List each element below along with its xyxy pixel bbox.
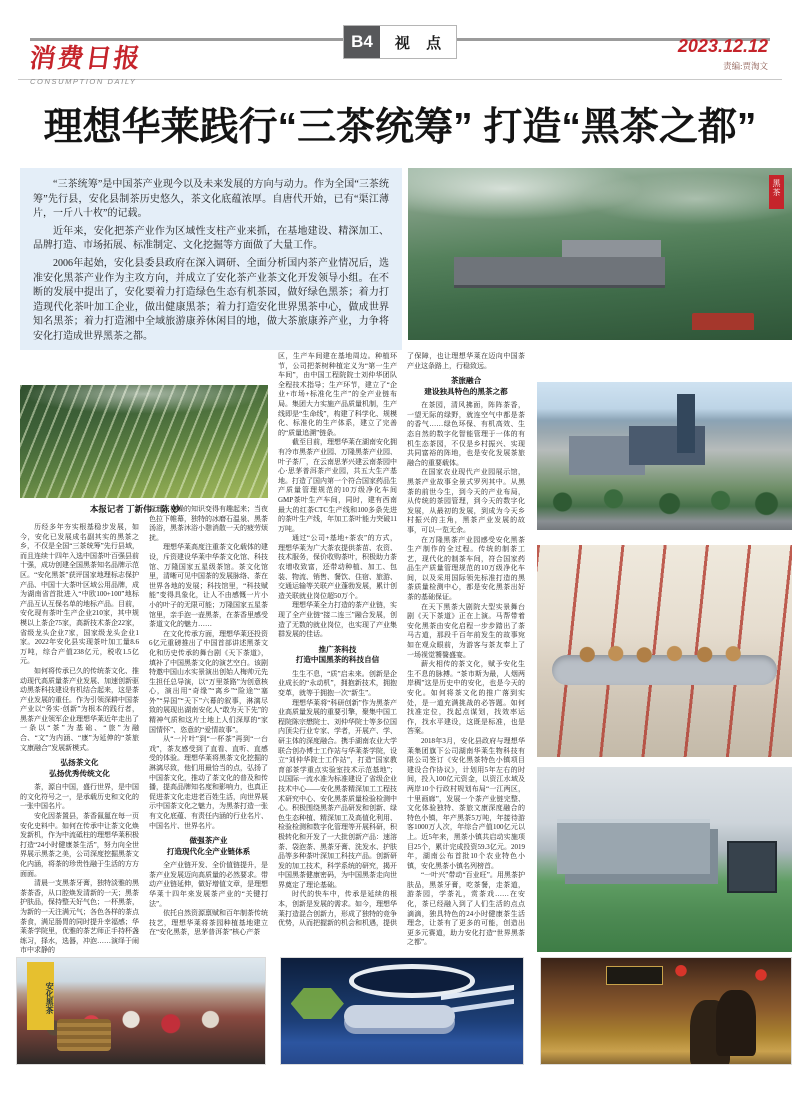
body-paragraph: 从“一片叶”到“一杯茶”再到“一台戏”，茶友感受到了直看、直听、直感受的体验。理想华莱将黑茶文化挖掘的淋漓尽致，他们用最恰当的点，弘扬了中国茶文化，推动了茶文化的普及和传播，提高品牌知名度和影响力，也真正促进茶文化走进老百姓生活，向世界展示中国茶文化之魅力，为黑茶打造一张有文化底蕴、有责任内涵的行业名片、中国名片、世界名片。: [149, 735, 268, 830]
body-paragraph: 原理，枯燥的知识变得有趣起来；当夜色拉下帷幕，独特的冰磨石温泉、黑茶汤浴，黑茶沐浴小憩消散一天的疲劳烦扰。: [149, 505, 268, 542]
photo-aerial-tea-factory: [408, 168, 792, 340]
section-heading-tea-technology: 推广茶科技 打造中国黑茶的科技自信: [295, 644, 380, 665]
tower-building-shape: [677, 394, 695, 453]
body-column-1: [20, 523, 139, 957]
red-roof-pavilion-shape: [692, 313, 753, 330]
page-number: B4: [344, 26, 380, 58]
body-paragraph: 理想华莱全力打造的茶产业链，实现了全产业链“接二连三”融合发展，创造了无数的就业岗位，也实现了产业集群发展的佳话。: [278, 601, 397, 639]
date-block: [678, 36, 768, 72]
body-paragraph: 截至目前，理想华莱在湖南安化拥有冷市黑茶产业园、万隆黑茶产业园、叶子茶厂，在云南思茅兴建云南茶园中心·思茅普洱茶产业园，共五大生产基地。打造了国内第一个符合国家药品生产质量管理规范的10万级净化车间GMP茶叶生产车间，同时，建有西南最大的红茶CTC生产线和100多条先进的茶叶生产线，年加工茶叶能力突破11万吨。: [278, 438, 397, 533]
body-paragraph: 2018年3月，安化县政府与理想华莱集团旗下公司湖南华莱生物科技有限公司签订《安化黑茶特色小镇项目建设合作协议》，计划用5年左右的时间，投入100亿元资金，以资江水域及两岸10个行政村规划布局“一江两区，十里画廊”，发展一个茶产业链完整、文化体验独特、茶旅文康深度融合的特色小镇，年产黑茶5万吨，年接待游客1000万人次，年综合产值100亿元以上。近5年来，黑茶小镇共启动实施项目25个，累计完成投资59.3亿元。2019年，湖南公布首批10个农业特色小镇，安化黑茶小镇名列榜首。: [407, 736, 525, 870]
photo-stage-performance: [16, 957, 266, 1065]
photo-exhibition-hall: [280, 957, 524, 1065]
issue-date: 2023.12.12: [677, 36, 768, 56]
tea-baskets-shape: [57, 1019, 112, 1051]
photo-production-line: [537, 767, 792, 952]
byline: 本报记者 丁新伟 □ 陈 妙: [89, 504, 181, 514]
lead-paragraph: “三茶统筹”是中国茶产业现今以及未来发展的方向与动力。作为全国“三茶统筹”先行县，安化县制茶历史悠久，茶文化底蕴浓厚。自唐代开始，已有“渠江薄片，一斤八十枚”的记载。: [33, 179, 389, 220]
body-paragraph: 生生不息，“质”启未来。创新是企业成长的“永动机”，拥抱新技术，拥抱变革，就等于拥抱一次“新生”。: [278, 669, 397, 697]
body-paragraph: 理想华莱高度注重茶文化载体的建设，斥资建设华莱中华茶文化馆、科技馆、万隆国家五星级茶馆。茶文化馆里，清晰可见中国茶的发展脉络、茶在世界各地的发展；科技馆里，“科技赋能”变得具象化，让人不由感慨一片小小的叶子的无限可能；万隆国家五星茶馆里，亲手泡一壶黑茶，在茶香里感受茶道文化的魅力……: [149, 543, 268, 629]
photo-tea-terraces: [20, 385, 268, 498]
body-paragraph: 了保障，也让理想华莱在迈向中国茶产业这条路上，行稳致远。: [407, 352, 525, 370]
body-paragraph: 历经多年夯实根基稳步发展，如今，安化已发展成名副其实的黑茶之乡，不仅是全国“三茶统筹”先行县域，而且连续十四年入选中国茶叶百强县前十强，成功创建全国黑茶知名品牌示范区。“安化黑茶”获评国家地理标志保护产品、中国十大茶叶区域公用品牌，成为湖南省首批进入“中欧100+100”地标产品互认互保名单的地标产品。目前，安化现有茶叶生产企业210家，其中规模以上茶企75家，高新技术茶企22家，省级龙头企业7家，国家级龙头企业1家。2022年安化县实现茶叶加工量8.6万吨，综合产值238亿元，税收1.5亿元。: [20, 523, 139, 666]
editor-credit: 责编:贾淘文: [723, 61, 768, 71]
red-photo-tag: 黑茶: [769, 175, 784, 209]
machine-shape: [557, 819, 710, 875]
body-paragraph: 通过“公司+基地+茶农”的方式，理想华莱为广大茶农提供茶苗、农资、技术服务，保价收购茶叶，积极助力茶农增收致富，还带动种植、加工、包装、物流、销售、餐饮、住宿、旅游、交通运输等关联产业蓬勃发展，累计创造关联就业岗位超50万个。: [278, 534, 397, 600]
shop-sign-shape: [606, 966, 663, 985]
body-paragraph: 在国家农业现代产业园展示馆，黑茶产业故事全景式罗列其中。从黑茶的前世今生，到今天的产业布局，从传统的茶园管理，到今天的数字化发展，从最初的发展，到成为今天乡村振兴的主角，黑茶产业发展的故事，可以一览无余。: [407, 468, 525, 534]
body-column-4: [407, 352, 525, 952]
body-paragraph: 在茶园，清风拂面，阵阵茶香，一望无际的绿野，就连空气中都是茶的香气……绿色环保、有机高效、生态自然的数字化智能管理于一体的有机生态茶园，不仅是乡村振兴、实现共同富裕的阵地，也是安化发展茶旅融合的重要载体。: [407, 401, 525, 467]
body-column-2: [149, 505, 268, 957]
masthead-en: CONSUMPTION DAILY: [30, 77, 137, 86]
body-paragraph: 在文化传承方面，理想华莱还投资6亿元重磅推出了中国首部讲述黑茶文化和历史传承的舞台剧《天下茶道》，填补了中国黑茶文化的演艺空白。该剧特邀中国山水实景演出创始人梅帅元先生担任总导演，以“万里茶路”为创意核心，演出用“奇缘”“离乡”“险途”“塞外”“异国”“天下”六幕的叙事，淋漓尽致的展现出湖南安化人“敢为天下先”的精神气质和这片土地上人们深厚的“家国情怀”、恣意的“爱情故事”。: [149, 629, 268, 734]
section-box: [343, 25, 457, 59]
body-column-3: [278, 352, 397, 957]
masthead: [27, 38, 200, 86]
body-paragraph: 理想华莱将“科研创新”作为黑茶产业高质量发展的重要引擎，聚集中国工程院陈宗懋院士、刘仲华院士等多位国内顶尖行业专家、学者，开展产、学、研主体的深度融合。携手湖南农业大学联合创办博士工作站与华莱茶学院，设立“刘仲华院士工作站”，打造“国家教育部茶学重点实验室技术示范基地”；以国际一流水准为标准建设了省级企业技术中心——安化黑茶精深加工工程技术研究中心、安化黑茶质量检验检测中心。积极围绕黑茶产品研发和创新、绿色生态种植、精深加工及高值化利用、检验检测和数字化管理等开展科研，积极转化和开发了一大批创新产品：速溶茶、袋泡茶、黑茶牙膏、洗发水、护肤品等多种茶叶深加工科技产品。创新研发的加工技术，科学系统的研究，揭开中国黑茶健康密码，为中国黑茶走向世界奠定了理论基础。: [278, 698, 397, 889]
photo-company-campus-city: [537, 382, 792, 530]
body-paragraph: 在万隆黑茶产业园感受安化黑茶生产制作的全过程。传统的制茶工艺，现代化的制茶车间，符合国家药品生产质量管理规范的10万级净化车间，以及采用国际领先标准打造的黑茶质量检测中心，都是安化黑茶出好茶的基础保证。: [407, 535, 525, 602]
section-heading-tea-tourism: 茶旅融合 建设独具特色的黑茶之都: [424, 376, 508, 396]
control-panel-shape: [727, 841, 777, 893]
section-heading-tea-culture: 弘扬茶文化 弘扬优秀传统文化: [49, 758, 110, 778]
photo-packaging-workshop: [537, 545, 792, 757]
photo-bronze-sculpture-street: [540, 957, 792, 1065]
trees-shape: [537, 486, 792, 519]
body-paragraph: 依托自然资源禀赋和百年制茶传统技艺，理想华莱将茶园种植基地建立在“安化黑茶，思茅普洱茶”核心产茶: [149, 909, 268, 937]
body-paragraph: 全产业链开发、全价值链提升，是茶产业发展迈向高质量的必然要求。带动产业链延伸，做好增值文章，是理想华莱十四年来发展茶产业的“关键打法”。: [149, 861, 268, 908]
lead-paragraph: 2006年起始，安化县委县政府在深入调研、全面分析国内茶产业情况后，选准安化黑茶产业作为主攻方向，并成立了安化茶产业茶文化开发领导小组。在不断的发展中提出了，安化要着力打造绿色生态有机茶园，做好绿色黑茶；着力打造现代化茶叶加工企业，做出健康黑茶；着力打造安化世界黑茶中心，做成世界知名黑茶；着力打造湘中全域旅游康养休闲目的地，做大茶旅康养产业，力争将安化打造成世界黑茶之都。: [33, 257, 389, 342]
masthead-cn: 消费日报: [27, 44, 144, 74]
body-paragraph: 安化因茶置县，茶香氤氲在每一页安化史料中。如何在传承中让茶文化焕发新机，作为中流砥柱的理想华莱积极打造“24小时健康茶生活”，努力向全世界展示黑茶之美，公司深度挖掘黑茶文化内涵，将茶的珍贵性融于生活的方方面面。: [20, 812, 139, 878]
lead-box: [20, 168, 402, 350]
body-paragraph: 区，生产车间建在基地周边。种植环节，公司把茶树种植定义为“第一生产车间”，由中国工程院院士刘仲华团队全程技术指导；生产环节，建立了“企业+市场+标准化生产”的全产业链布局。集团大力实施产品质量机制，生产线即是“生命线”，构建了科学化、规模化、标准化的生产体系，建立了完善的“质量追溯”链条。: [278, 352, 397, 437]
body-paragraph: 时代的快车中，传承是延续的根本，创新是发展的需求。如今，理想华莱打造混合创新力，形成了独特的竞争优势，从而把握新的机会和机遇，提供: [278, 890, 397, 928]
body-paragraph: 茶，源自中国，盛行世界，是中国的文化符号之一，是承载历史和文化的一张中国名片。: [20, 783, 139, 811]
factory-building-shape: [454, 257, 665, 285]
bronze-figures-shape: [716, 990, 756, 1056]
green-hexagon-display: [291, 988, 344, 1020]
tea-bags-shape: [573, 645, 752, 664]
yellow-banner: 安化黑茶: [27, 962, 54, 1030]
body-paragraph: 清晨一支黑茶牙膏，独特淡雅的黑茶茶香，从口腔焕发清新的一天；黑茶护肤品，保持整天好气色；一杯黑茶，为新的一天注满元气；各色各样的茶点茶食，满足肠胃的同时提升幸福感；华莱茶学院里，优雅的茶艺师正手持杯盏练习，择水，选器，冲泡……演绎于闹市中求静的: [20, 879, 139, 955]
section-heading-tea-industry: 做强茶产业 打造现代化全产业链体系: [166, 836, 251, 856]
main-headline: 理想华莱践行“三茶统筹” 打造“黑茶之都”: [43, 106, 757, 149]
body-paragraph: “一叶兴”带动“百业旺”。用黑茶护肤品，黑茶牙膏，吃茶餐，走茶道，游茶园，学茶礼，赏茶戏……在安化，茶已经融入到了人们生活的点点滴滴，独具特色的24小时健康茶生活理念，让茶有了更多的可能，创造出更多元赛道，助力安化打造“世界黑茶之都”。: [407, 871, 525, 947]
body-paragraph: 薪火相传的茶文化，赋予安化生生不息的脉搏。“茶市斯为最，人烟两岸稠”这是历史中的安化，也是今天的安化。如何将茶文化的推广落到实处，是一道充满挑战的必答题。如何找准定位，找起点谋划，找效率运作，找水平建设，这既是标准，也是答案。: [407, 660, 525, 736]
body-paragraph: 在天下黑茶大剧院大型实景舞台剧《天下茶道》正在上演。马帮带着安化黑茶由安化启程一步步踏出了茶马古道，那段千百年前发生的故事宛如在观众眼前，为游客与茶友奉上了一场视觉饕餮盛宴。: [407, 602, 525, 659]
lead-paragraph: 近年来，安化把茶产业作为区域性支柱产业来抓，在基地建设、精深加工、品牌打造、市场拓展、标准制定、文化挖掘等方面做了大量工作。: [33, 225, 389, 252]
section-name: 视 点: [394, 34, 448, 52]
display-counter-shape: [344, 1005, 455, 1028]
body-paragraph: 如何将传承已久的传统茶文化、推动现代高质量茶产业发展、加速创新驱动黑茶科技建设有机结合起来，这是茶产业发展的重任。作为引领深耕中国茶产业以“务实·创新”为根本的践行者，黑茶产业领军企业理想华莱近年走出了一条以“茶”为基础、“旅”为融合、“文”为内涵、“康”为延伸的“茶旅文康融合”发展新模式。: [20, 666, 139, 752]
